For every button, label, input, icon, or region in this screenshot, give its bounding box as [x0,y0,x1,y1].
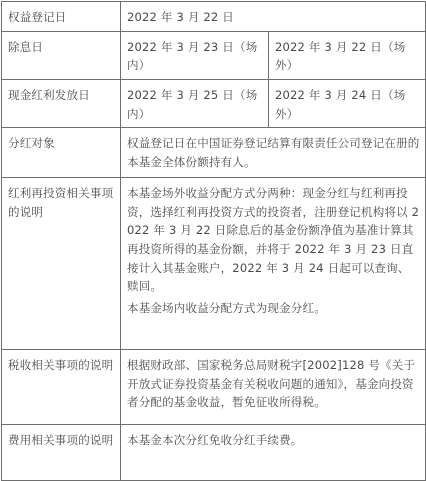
record-date-value: 2022 年 3 月 22 日 [121,2,426,32]
tax-value: 根据财政部、国家税务总局财税字[2002]128 号《关于开放式证券投资基金有关税收问题的通知》，基金向投资者分配的基金收益，暂免征收所得税。 [121,350,426,425]
record-date-row [2,2,426,32]
payment-date-label: 现金红利发放日 [2,79,121,127]
payment-date-inside: 2022 年 3 月 25 日（场内） [121,79,269,127]
reinvestment-row [2,178,426,350]
recipients-value: 权益登记日在中国证券登记结算有限责任公司登记在册的本基金全体份额持有人。 [121,128,426,178]
reinvestment-value [121,178,426,350]
reinvestment-paragraph-1: 本基金场外收益分配方式分两种：现金分红与红利再投资，选择红利再投资方式的投资者，注册登记机构将以 2022 年 3 月 22 日除息后的基金份额净值为基准计算其再投资所得的基金份额，并将于 2022 年 3 月 23 日直接计入其基金账户，2022 年 3 月 24 日起可以查询、赎回。 [127,186,420,294]
ex-date-outside: 2022 年 3 月 22 日（场外） [269,31,426,79]
tax-label: 税收相关事项的说明 [2,350,121,425]
fees-label: 费用相关事项的说明 [2,425,121,481]
payment-date-outside: 2022 年 3 月 24 日（场外） [269,79,426,127]
ex-date-label: 除息日 [2,31,121,79]
fees-row [2,425,426,481]
tax-row [2,350,426,425]
payment-date-row [2,79,426,127]
record-date-label: 权益登记日 [2,2,121,32]
recipients-label: 分红对象 [2,128,121,178]
recipients-row [2,128,426,178]
fees-value: 本基金本次分红免收分红手续费。 [121,425,426,481]
ex-date-row [2,31,426,79]
dividend-info-table [1,1,426,481]
reinvestment-label: 红利再投资相关事项的说明 [2,178,121,350]
ex-date-inside: 2022 年 3 月 23 日（场内） [121,31,269,79]
reinvestment-paragraph-2: 本基金场内收益分配方式为现金分红。 [127,300,326,315]
